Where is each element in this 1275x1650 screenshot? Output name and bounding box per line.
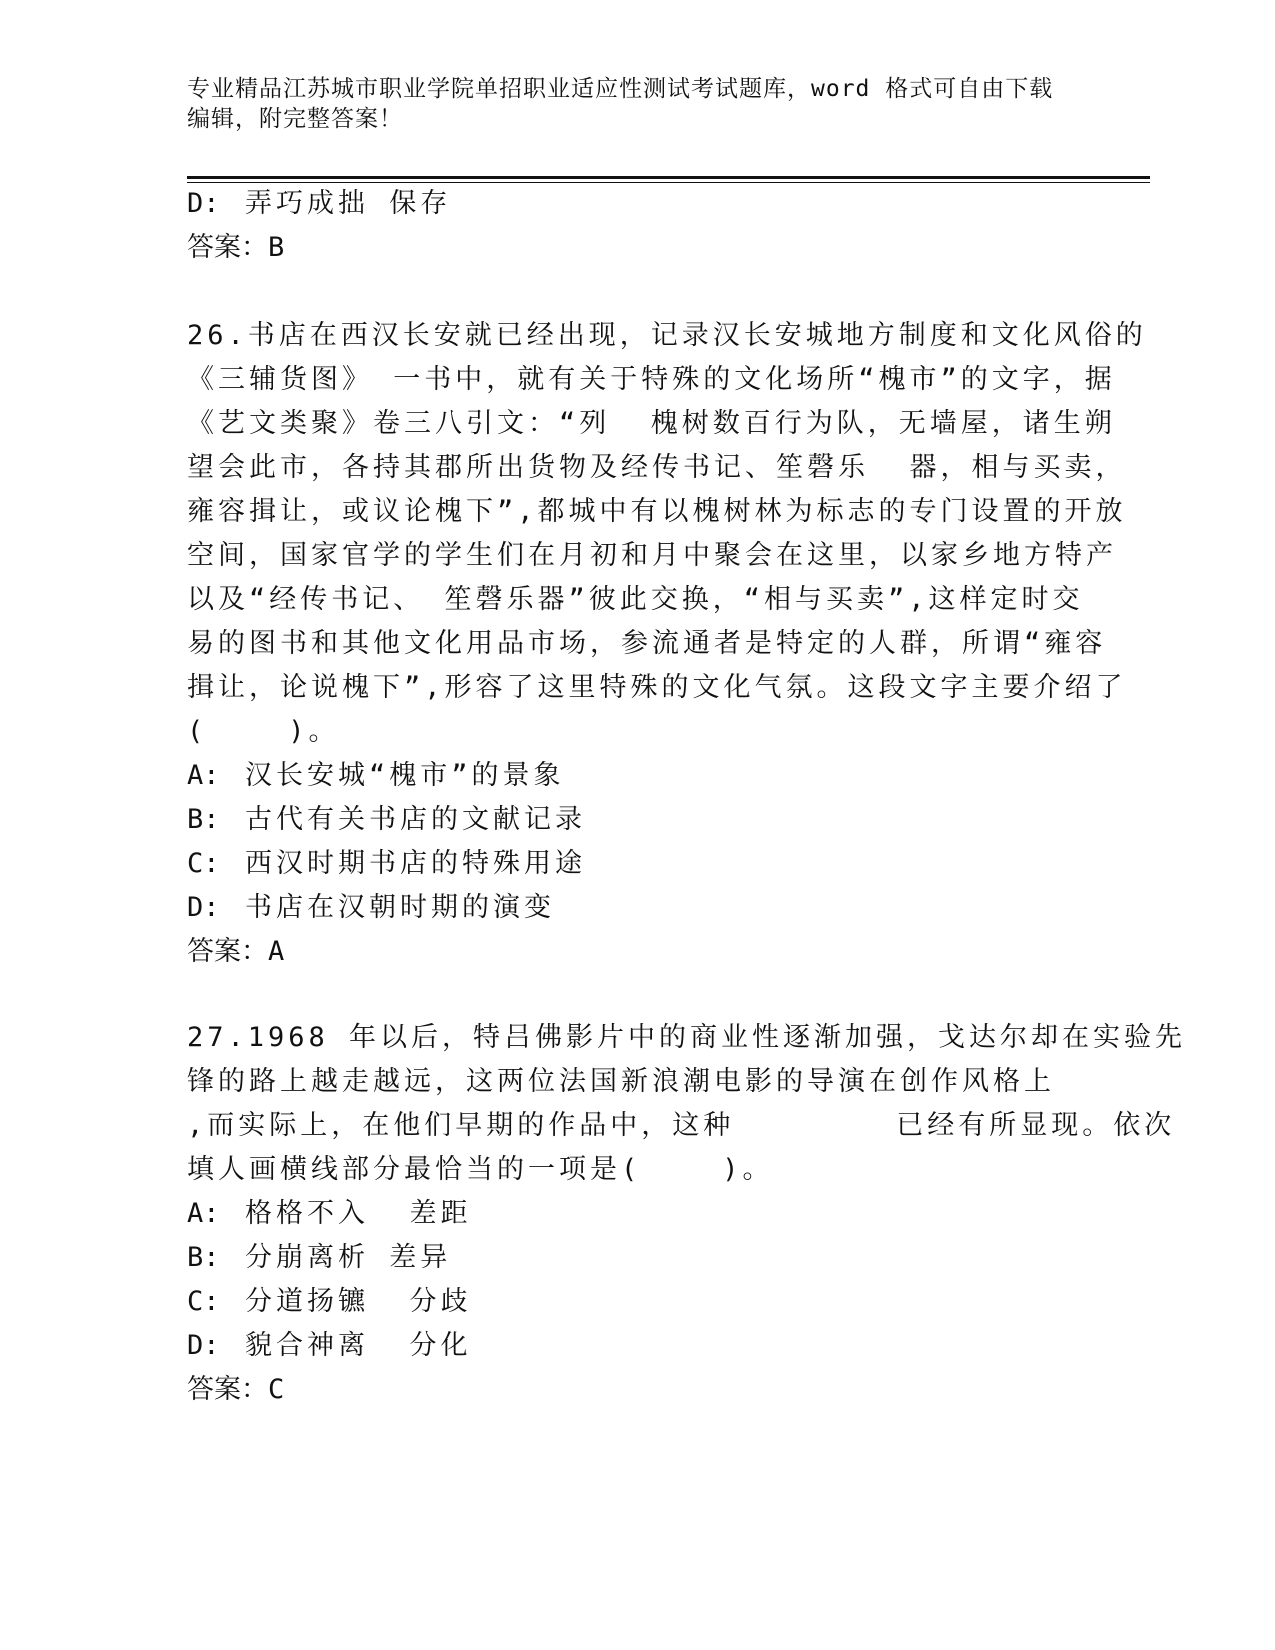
option-label: D: <box>187 1330 220 1361</box>
option-text: 古代有关书店的文献记录 <box>245 804 586 835</box>
option-text: 格格不入 差距 <box>245 1198 472 1229</box>
q27-option-d <box>187 1328 472 1364</box>
q27-option-c <box>187 1284 472 1320</box>
q26-option-b <box>187 802 586 838</box>
option-label: D: <box>187 892 220 923</box>
option-label: B: <box>187 804 220 835</box>
option-text: 分道扬镳 分歧 <box>245 1286 472 1317</box>
q26-line-10: ( )。 <box>187 716 340 747</box>
option-label: A: <box>187 1198 220 1229</box>
q27-line-3: ,而实际上，在他们早期的作品中，这种 已经有所显现。依次 <box>187 1110 1176 1141</box>
q26-line-7: 以及“经传书记、 笙磬乐器”彼此交换，“相与买卖”,这样定时交 <box>187 584 1084 615</box>
q27-answer: 答案：C <box>187 1374 285 1405</box>
option-text: 弄巧成拙 保存 <box>245 188 452 219</box>
header-line-1: 专业精品江苏城市职业学院单招职业适应性测试考试题库，word 格式可自由下载 <box>187 76 1054 102</box>
option-label: C: <box>187 848 220 879</box>
option-label: D: <box>187 188 220 219</box>
q27-line-1: 27.1968 年以后，特吕佛影片中的商业性逐渐加强，戈达尔却在实验先 <box>187 1022 1187 1053</box>
option-label: A: <box>187 760 220 791</box>
q26-option-d <box>187 890 555 926</box>
option-text: 分崩离析 差异 <box>245 1242 452 1273</box>
option-text: 貌合神离 分化 <box>245 1330 472 1361</box>
q26-line-1: 26.书店在西汉长安就已经出现，记录汉长安城地方制度和文化风俗的 <box>187 320 1147 351</box>
q26-line-2: 《三辅货图》 一书中，就有关于特殊的文化场所“槐市”的文字，据 <box>187 364 1116 395</box>
q26-line-8: 易的图书和其他文化用品市场，参流通者是特定的人群，所谓“雍容 <box>187 628 1107 659</box>
option-text: 汉长安城“槐市”的景象 <box>245 760 565 791</box>
option-text: 书店在汉朝时期的演变 <box>245 892 555 923</box>
option-label: C: <box>187 1286 220 1317</box>
q27-line-2: 锋的路上越走越远，这两位法国新浪潮电影的导演在创作风格上 <box>187 1066 1055 1097</box>
q27-option-b <box>187 1240 451 1276</box>
q27-line-4: 填人画横线部分最恰当的一项是( )。 <box>187 1154 774 1185</box>
option-label: B: <box>187 1242 220 1273</box>
option-text: 西汉时期书店的特殊用途 <box>245 848 586 879</box>
q26-option-a <box>187 758 565 794</box>
q26-line-9: 揖让，论说槐下”,形容了这里特殊的文化气氛。这段文字主要介绍了 <box>187 672 1127 703</box>
document-header <box>187 74 1087 134</box>
header-line-2: 编辑，附完整答案！ <box>187 106 403 132</box>
q26-option-c <box>187 846 586 882</box>
header-divider-thin <box>187 182 1150 183</box>
q26-line-3: 《艺文类聚》卷三八引文：“列 槐树数百行为队，无墙屋，诸生朔 <box>187 408 1116 439</box>
q26-line-6: 空间，国家官学的学生们在月初和月中聚会在这里，以家乡地方特产 <box>187 540 1117 571</box>
q26-answer: 答案：A <box>187 936 285 967</box>
q26-line-4: 望会此市，各持其郡所出货物及经传书记、笙磬乐 器，相与买卖， <box>187 452 1127 483</box>
prev-option-d <box>187 186 451 222</box>
q26-line-5: 雍容揖让，或议论槐下”,都城中有以槐树林为标志的专门设置的开放 <box>187 496 1127 527</box>
prev-answer: 答案：B <box>187 232 285 263</box>
q27-option-a <box>187 1196 472 1232</box>
header-divider-thick <box>187 176 1150 179</box>
